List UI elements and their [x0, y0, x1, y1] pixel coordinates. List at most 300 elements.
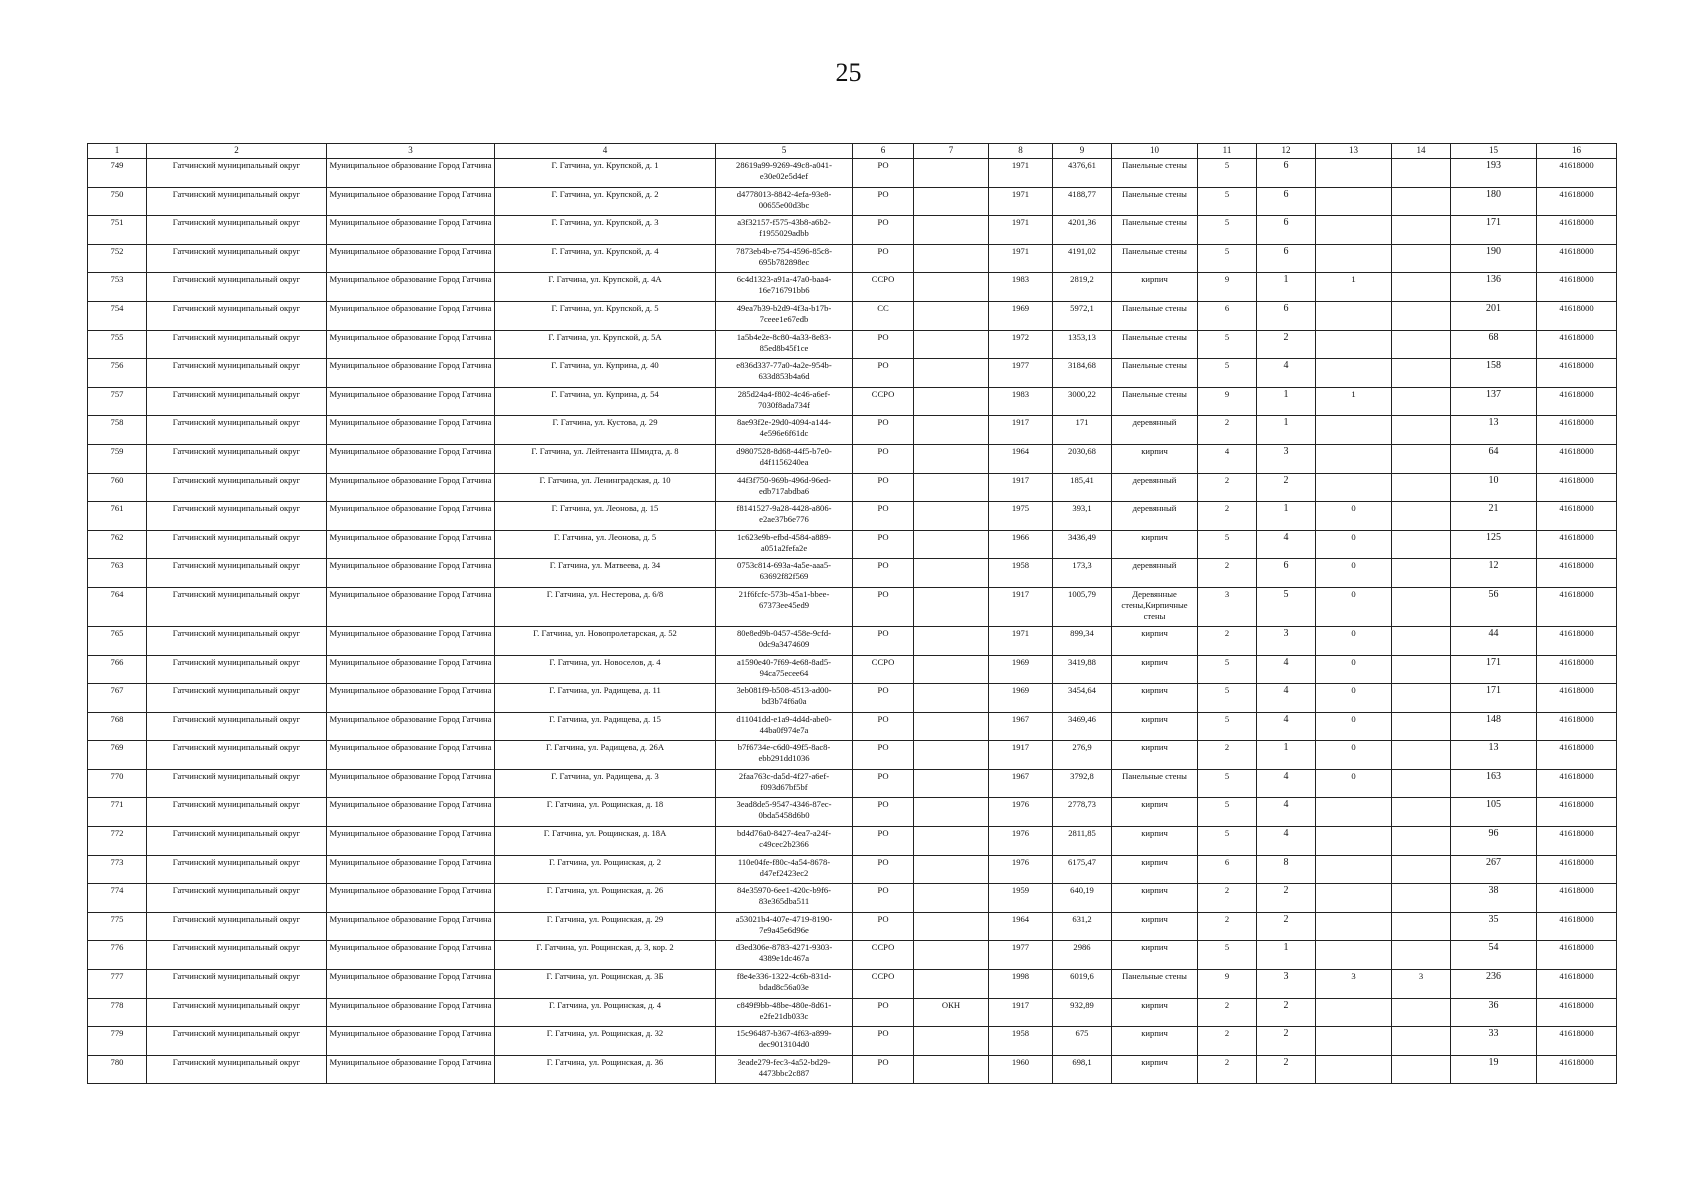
cell-district: Гатчинский муниципальный округ — [147, 330, 327, 359]
cell-entrances: 6 — [1257, 159, 1316, 188]
column-header-7: 7 — [914, 144, 989, 159]
cell-district: Гатчинский муниципальный округ — [147, 855, 327, 884]
table-row — [88, 655, 1617, 684]
table-row — [88, 769, 1617, 798]
cell-entrances: 1 — [1257, 416, 1316, 445]
cell-residents: 10 — [1451, 473, 1537, 502]
cell-management-type: ССРО — [853, 941, 914, 970]
table-row — [88, 444, 1617, 473]
table-row — [88, 159, 1617, 188]
cell-oktmo: 41618000 — [1537, 387, 1617, 416]
cell-year-built: 1983 — [989, 387, 1053, 416]
cell-floors: 2 — [1198, 626, 1257, 655]
cell-row-number: 758 — [88, 416, 147, 445]
cell-address: Г. Гатчина, ул. Рощинская, д. 32 — [495, 1027, 716, 1056]
cell-municipality: Муниципальное образование Город Гатчина — [327, 301, 495, 330]
cell-residents: 54 — [1451, 941, 1537, 970]
table-row — [88, 473, 1617, 502]
cell-district: Гатчинский муниципальный округ — [147, 1027, 327, 1056]
cell-address: Г. Гатчина, ул. Радищева, д. 15 — [495, 712, 716, 741]
cell-row-number: 764 — [88, 587, 147, 626]
cell-residents: 36 — [1451, 998, 1537, 1027]
cell-col-14 — [1392, 359, 1451, 388]
cell-address: Г. Гатчина, ул. Крупской, д. 3 — [495, 216, 716, 245]
cell-col-14 — [1392, 1027, 1451, 1056]
cell-fias-guid: 3eade279-fec3-4a52-bd29-4473bbc2c887 — [716, 1055, 853, 1084]
cell-management-type: РО — [853, 159, 914, 188]
cell-residents: 68 — [1451, 330, 1537, 359]
cell-municipality: Муниципальное образование Город Гатчина — [327, 216, 495, 245]
cell-heritage-status — [914, 444, 989, 473]
cell-management-type: РО — [853, 187, 914, 216]
cell-row-number: 765 — [88, 626, 147, 655]
cell-year-built: 1969 — [989, 655, 1053, 684]
cell-address: Г. Гатчина, ул. Крупской, д. 4А — [495, 273, 716, 302]
cell-col-14: 3 — [1392, 970, 1451, 999]
cell-municipality: Муниципальное образование Город Гатчина — [327, 769, 495, 798]
cell-col-14 — [1392, 884, 1451, 913]
cell-floors: 2 — [1198, 416, 1257, 445]
cell-address: Г. Гатчина, ул. Лейтенанта Шмидта, д. 8 — [495, 444, 716, 473]
cell-address: Г. Гатчина, ул. Куприна, д. 54 — [495, 387, 716, 416]
cell-col-14 — [1392, 187, 1451, 216]
cell-management-type: РО — [853, 216, 914, 245]
cell-year-built: 1971 — [989, 187, 1053, 216]
cell-floors: 2 — [1198, 741, 1257, 770]
cell-year-built: 1969 — [989, 301, 1053, 330]
cell-residents: 13 — [1451, 741, 1537, 770]
cell-floors: 2 — [1198, 1027, 1257, 1056]
cell-district: Гатчинский муниципальный округ — [147, 530, 327, 559]
cell-municipality: Муниципальное образование Город Гатчина — [327, 1055, 495, 1084]
cell-heritage-status — [914, 712, 989, 741]
cell-area: 3000,22 — [1053, 387, 1112, 416]
cell-district: Гатчинский муниципальный округ — [147, 626, 327, 655]
cell-entrances: 2 — [1257, 473, 1316, 502]
cell-area: 185,41 — [1053, 473, 1112, 502]
cell-address: Г. Гатчина, ул. Матвеева, д. 34 — [495, 559, 716, 588]
cell-area: 640,19 — [1053, 884, 1112, 913]
cell-wall-material: кирпич — [1112, 798, 1198, 827]
cell-row-number: 756 — [88, 359, 147, 388]
cell-row-number: 757 — [88, 387, 147, 416]
cell-oktmo: 41618000 — [1537, 1055, 1617, 1084]
cell-year-built: 1971 — [989, 244, 1053, 273]
cell-floors: 2 — [1198, 473, 1257, 502]
cell-address: Г. Гатчина, ул. Рощинская, д. 29 — [495, 912, 716, 941]
cell-fias-guid: 3eb081f9-b508-4513-ad00-bd3b74f6a0a — [716, 684, 853, 713]
cell-entrances: 4 — [1257, 769, 1316, 798]
cell-municipality: Муниципальное образование Город Гатчина — [327, 912, 495, 941]
table-row — [88, 912, 1617, 941]
cell-district: Гатчинский муниципальный округ — [147, 741, 327, 770]
cell-fias-guid: 3ead8de5-9547-4346-87ec-0bda5458d6b0 — [716, 798, 853, 827]
housing-registry-table — [87, 143, 1617, 1084]
cell-residents: 125 — [1451, 530, 1537, 559]
cell-wall-material: Панельные стены — [1112, 359, 1198, 388]
cell-fias-guid: d9807528-8d68-44f5-b7e0-d4f1156240ea — [716, 444, 853, 473]
cell-oktmo: 41618000 — [1537, 998, 1617, 1027]
cell-floors: 9 — [1198, 970, 1257, 999]
table-row — [88, 273, 1617, 302]
cell-heritage-status — [914, 330, 989, 359]
cell-wall-material: кирпич — [1112, 1027, 1198, 1056]
cell-col-13: 0 — [1316, 712, 1392, 741]
cell-year-built: 1958 — [989, 559, 1053, 588]
cell-floors: 6 — [1198, 301, 1257, 330]
cell-heritage-status — [914, 187, 989, 216]
table-row — [88, 827, 1617, 856]
cell-fias-guid: bd4d76a0-8427-4ea7-a24f-c49cec2b2366 — [716, 827, 853, 856]
cell-area: 276,9 — [1053, 741, 1112, 770]
cell-row-number: 750 — [88, 187, 147, 216]
cell-management-type: РО — [853, 798, 914, 827]
cell-row-number: 773 — [88, 855, 147, 884]
cell-oktmo: 41618000 — [1537, 244, 1617, 273]
cell-year-built: 1917 — [989, 998, 1053, 1027]
cell-floors: 5 — [1198, 655, 1257, 684]
cell-district: Гатчинский муниципальный округ — [147, 244, 327, 273]
cell-col-14 — [1392, 159, 1451, 188]
cell-address: Г. Гатчина, ул. Рощинская, д. 26 — [495, 884, 716, 913]
cell-col-13 — [1316, 244, 1392, 273]
table-row — [88, 626, 1617, 655]
cell-residents: 190 — [1451, 244, 1537, 273]
table-row — [88, 559, 1617, 588]
cell-area: 2986 — [1053, 941, 1112, 970]
cell-residents: 35 — [1451, 912, 1537, 941]
cell-heritage-status — [914, 359, 989, 388]
cell-wall-material: Панельные стены — [1112, 187, 1198, 216]
cell-floors: 5 — [1198, 216, 1257, 245]
cell-wall-material: кирпич — [1112, 827, 1198, 856]
cell-address: Г. Гатчина, ул. Куприна, д. 40 — [495, 359, 716, 388]
cell-row-number: 778 — [88, 998, 147, 1027]
cell-entrances: 2 — [1257, 1027, 1316, 1056]
cell-year-built: 1958 — [989, 1027, 1053, 1056]
cell-area: 2819,2 — [1053, 273, 1112, 302]
cell-floors: 3 — [1198, 587, 1257, 626]
cell-wall-material: кирпич — [1112, 941, 1198, 970]
cell-residents: 105 — [1451, 798, 1537, 827]
cell-residents: 171 — [1451, 216, 1537, 245]
cell-area: 4376,61 — [1053, 159, 1112, 188]
cell-entrances: 3 — [1257, 626, 1316, 655]
cell-col-13 — [1316, 330, 1392, 359]
cell-wall-material: кирпич — [1112, 712, 1198, 741]
cell-address: Г. Гатчина, ул. Крупской, д. 5А — [495, 330, 716, 359]
cell-col-13 — [1316, 912, 1392, 941]
cell-management-type: РО — [853, 769, 914, 798]
cell-district: Гатчинский муниципальный округ — [147, 941, 327, 970]
cell-municipality: Муниципальное образование Город Гатчина — [327, 827, 495, 856]
cell-oktmo: 41618000 — [1537, 473, 1617, 502]
cell-col-13 — [1316, 1055, 1392, 1084]
cell-area: 3469,46 — [1053, 712, 1112, 741]
cell-col-14 — [1392, 912, 1451, 941]
cell-residents: 193 — [1451, 159, 1537, 188]
cell-management-type: РО — [853, 559, 914, 588]
cell-management-type: РО — [853, 330, 914, 359]
table-row — [88, 970, 1617, 999]
cell-oktmo: 41618000 — [1537, 159, 1617, 188]
cell-col-14 — [1392, 530, 1451, 559]
cell-address: Г. Гатчина, ул. Рощинская, д. 4 — [495, 998, 716, 1027]
cell-residents: 163 — [1451, 769, 1537, 798]
cell-entrances: 1 — [1257, 273, 1316, 302]
cell-municipality: Муниципальное образование Город Гатчина — [327, 559, 495, 588]
cell-district: Гатчинский муниципальный округ — [147, 416, 327, 445]
cell-oktmo: 41618000 — [1537, 1027, 1617, 1056]
cell-row-number: 775 — [88, 912, 147, 941]
cell-col-13 — [1316, 187, 1392, 216]
cell-wall-material: деревянный — [1112, 416, 1198, 445]
cell-fias-guid: 44f3f750-969b-496d-96ed-edb717abdba6 — [716, 473, 853, 502]
cell-col-13: 3 — [1316, 970, 1392, 999]
cell-col-14 — [1392, 798, 1451, 827]
cell-col-14 — [1392, 473, 1451, 502]
cell-entrances: 3 — [1257, 970, 1316, 999]
cell-fias-guid: e836d337-77a0-4a2e-954b-633d853b4a6d — [716, 359, 853, 388]
table-row — [88, 244, 1617, 273]
cell-entrances: 4 — [1257, 530, 1316, 559]
cell-area: 1005,79 — [1053, 587, 1112, 626]
cell-heritage-status — [914, 827, 989, 856]
cell-col-14 — [1392, 587, 1451, 626]
cell-year-built: 1917 — [989, 741, 1053, 770]
table-row — [88, 684, 1617, 713]
cell-oktmo: 41618000 — [1537, 712, 1617, 741]
cell-municipality: Муниципальное образование Город Гатчина — [327, 416, 495, 445]
cell-municipality: Муниципальное образование Город Гатчина — [327, 998, 495, 1027]
cell-col-14 — [1392, 684, 1451, 713]
cell-col-14 — [1392, 655, 1451, 684]
cell-year-built: 1917 — [989, 416, 1053, 445]
cell-municipality: Муниципальное образование Город Гатчина — [327, 741, 495, 770]
cell-management-type: РО — [853, 712, 914, 741]
cell-residents: 158 — [1451, 359, 1537, 388]
cell-municipality: Муниципальное образование Город Гатчина — [327, 798, 495, 827]
cell-row-number: 769 — [88, 741, 147, 770]
cell-year-built: 1967 — [989, 769, 1053, 798]
cell-management-type: ССРО — [853, 387, 914, 416]
table-body — [88, 159, 1617, 1084]
cell-oktmo: 41618000 — [1537, 330, 1617, 359]
cell-heritage-status — [914, 159, 989, 188]
cell-entrances: 4 — [1257, 827, 1316, 856]
table-row — [88, 712, 1617, 741]
cell-address: Г. Гатчина, ул. Крупской, д. 1 — [495, 159, 716, 188]
cell-year-built: 1972 — [989, 330, 1053, 359]
cell-fias-guid: b7f6734e-c6d0-49f5-8ac8-ebb291dd1036 — [716, 741, 853, 770]
cell-floors: 5 — [1198, 712, 1257, 741]
cell-floors: 6 — [1198, 855, 1257, 884]
cell-wall-material: Панельные стены — [1112, 769, 1198, 798]
cell-row-number: 763 — [88, 559, 147, 588]
cell-floors: 5 — [1198, 827, 1257, 856]
cell-year-built: 1983 — [989, 273, 1053, 302]
cell-oktmo: 41618000 — [1537, 359, 1617, 388]
cell-year-built: 1964 — [989, 444, 1053, 473]
cell-col-14 — [1392, 827, 1451, 856]
cell-col-13 — [1316, 216, 1392, 245]
cell-residents: 171 — [1451, 684, 1537, 713]
cell-heritage-status — [914, 684, 989, 713]
cell-row-number: 776 — [88, 941, 147, 970]
column-header-10: 10 — [1112, 144, 1198, 159]
cell-municipality: Муниципальное образование Город Гатчина — [327, 941, 495, 970]
cell-floors: 4 — [1198, 444, 1257, 473]
cell-entrances: 1 — [1257, 387, 1316, 416]
cell-management-type: РО — [853, 530, 914, 559]
cell-col-13 — [1316, 1027, 1392, 1056]
cell-col-14 — [1392, 387, 1451, 416]
cell-fias-guid: d11041dd-e1a9-4d4d-abe0-44ba0f974e7a — [716, 712, 853, 741]
cell-heritage-status — [914, 502, 989, 531]
cell-address: Г. Гатчина, ул. Крупской, д. 2 — [495, 187, 716, 216]
cell-oktmo: 41618000 — [1537, 769, 1617, 798]
cell-heritage-status — [914, 798, 989, 827]
table-row — [88, 187, 1617, 216]
cell-residents: 38 — [1451, 884, 1537, 913]
cell-floors: 2 — [1198, 502, 1257, 531]
cell-col-13 — [1316, 473, 1392, 502]
cell-address: Г. Гатчина, ул. Крупской, д. 5 — [495, 301, 716, 330]
cell-residents: 44 — [1451, 626, 1537, 655]
cell-fias-guid: 15c96487-b367-4f63-a899-dec9013104d0 — [716, 1027, 853, 1056]
cell-floors: 5 — [1198, 769, 1257, 798]
cell-district: Гатчинский муниципальный округ — [147, 827, 327, 856]
cell-residents: 12 — [1451, 559, 1537, 588]
cell-col-13: 0 — [1316, 530, 1392, 559]
cell-floors: 2 — [1198, 884, 1257, 913]
cell-row-number: 754 — [88, 301, 147, 330]
cell-row-number: 772 — [88, 827, 147, 856]
cell-col-14 — [1392, 244, 1451, 273]
cell-district: Гатчинский муниципальный округ — [147, 769, 327, 798]
cell-wall-material: кирпич — [1112, 1055, 1198, 1084]
cell-floors: 5 — [1198, 798, 1257, 827]
cell-municipality: Муниципальное образование Город Гатчина — [327, 530, 495, 559]
cell-col-14 — [1392, 559, 1451, 588]
cell-residents: 171 — [1451, 655, 1537, 684]
cell-heritage-status — [914, 741, 989, 770]
column-header-14: 14 — [1392, 144, 1451, 159]
cell-heritage-status — [914, 473, 989, 502]
cell-wall-material: кирпич — [1112, 684, 1198, 713]
cell-management-type: РО — [853, 827, 914, 856]
cell-col-13 — [1316, 301, 1392, 330]
cell-wall-material: Панельные стены — [1112, 387, 1198, 416]
cell-entrances: 6 — [1257, 301, 1316, 330]
cell-row-number: 768 — [88, 712, 147, 741]
cell-management-type: РО — [853, 855, 914, 884]
cell-floors: 5 — [1198, 244, 1257, 273]
cell-oktmo: 41618000 — [1537, 741, 1617, 770]
cell-address: Г. Гатчина, ул. Радищева, д. 26А — [495, 741, 716, 770]
cell-row-number: 779 — [88, 1027, 147, 1056]
cell-entrances: 2 — [1257, 1055, 1316, 1084]
cell-col-13 — [1316, 827, 1392, 856]
cell-heritage-status — [914, 626, 989, 655]
column-header-3: 3 — [327, 144, 495, 159]
cell-year-built: 1998 — [989, 970, 1053, 999]
cell-management-type: ССРО — [853, 273, 914, 302]
table-row — [88, 502, 1617, 531]
cell-col-14 — [1392, 444, 1451, 473]
cell-year-built: 1976 — [989, 855, 1053, 884]
cell-residents: 21 — [1451, 502, 1537, 531]
cell-area: 4201,36 — [1053, 216, 1112, 245]
table-row — [88, 998, 1617, 1027]
cell-fias-guid: a1590e40-7f69-4e68-8ad5-94ca75ecee64 — [716, 655, 853, 684]
cell-row-number: 751 — [88, 216, 147, 245]
cell-area: 3792,8 — [1053, 769, 1112, 798]
cell-row-number: 755 — [88, 330, 147, 359]
cell-area: 3454,64 — [1053, 684, 1112, 713]
cell-address: Г. Гатчина, ул. Рощинская, д. 18А — [495, 827, 716, 856]
cell-year-built: 1917 — [989, 587, 1053, 626]
table-row — [88, 798, 1617, 827]
cell-fias-guid: 110e04fe-f80c-4a54-8678-d47ef2423ec2 — [716, 855, 853, 884]
cell-district: Гатчинский муниципальный округ — [147, 798, 327, 827]
cell-municipality: Муниципальное образование Город Гатчина — [327, 855, 495, 884]
cell-row-number: 770 — [88, 769, 147, 798]
cell-wall-material: Панельные стены — [1112, 301, 1198, 330]
cell-area: 3436,49 — [1053, 530, 1112, 559]
cell-heritage-status — [914, 301, 989, 330]
cell-address: Г. Гатчина, ул. Новоселов, д. 4 — [495, 655, 716, 684]
cell-residents: 180 — [1451, 187, 1537, 216]
cell-municipality: Муниципальное образование Город Гатчина — [327, 273, 495, 302]
cell-heritage-status — [914, 855, 989, 884]
cell-district: Гатчинский муниципальный округ — [147, 359, 327, 388]
cell-floors: 5 — [1198, 941, 1257, 970]
cell-area: 4191,02 — [1053, 244, 1112, 273]
cell-oktmo: 41618000 — [1537, 884, 1617, 913]
cell-entrances: 2 — [1257, 912, 1316, 941]
cell-address: Г. Гатчина, ул. Нестерова, д. 6/8 — [495, 587, 716, 626]
cell-address: Г. Гатчина, ул. Рощинская, д. 3, кор. 2 — [495, 941, 716, 970]
cell-area: 2778,73 — [1053, 798, 1112, 827]
cell-municipality: Муниципальное образование Город Гатчина — [327, 587, 495, 626]
column-header-13: 13 — [1316, 144, 1392, 159]
cell-floors: 2 — [1198, 559, 1257, 588]
cell-fias-guid: d3ed306e-8783-4271-9303-4389e1dc467a — [716, 941, 853, 970]
cell-year-built: 1969 — [989, 684, 1053, 713]
cell-area: 3419,88 — [1053, 655, 1112, 684]
cell-floors: 5 — [1198, 684, 1257, 713]
table-row — [88, 530, 1617, 559]
cell-management-type: РО — [853, 1055, 914, 1084]
cell-oktmo: 41618000 — [1537, 827, 1617, 856]
cell-oktmo: 41618000 — [1537, 444, 1617, 473]
cell-residents: 267 — [1451, 855, 1537, 884]
cell-municipality: Муниципальное образование Город Гатчина — [327, 502, 495, 531]
cell-heritage-status — [914, 387, 989, 416]
cell-management-type: РО — [853, 912, 914, 941]
cell-year-built: 1960 — [989, 1055, 1053, 1084]
cell-management-type: ССРО — [853, 970, 914, 999]
cell-col-13 — [1316, 855, 1392, 884]
cell-heritage-status — [914, 273, 989, 302]
column-header-16: 16 — [1537, 144, 1617, 159]
cell-heritage-status — [914, 530, 989, 559]
cell-municipality: Муниципальное образование Город Гатчина — [327, 473, 495, 502]
cell-district: Гатчинский муниципальный округ — [147, 1055, 327, 1084]
cell-fias-guid: a3f32157-f575-43b8-a6b2-f1955029adbb — [716, 216, 853, 245]
cell-year-built: 1971 — [989, 626, 1053, 655]
